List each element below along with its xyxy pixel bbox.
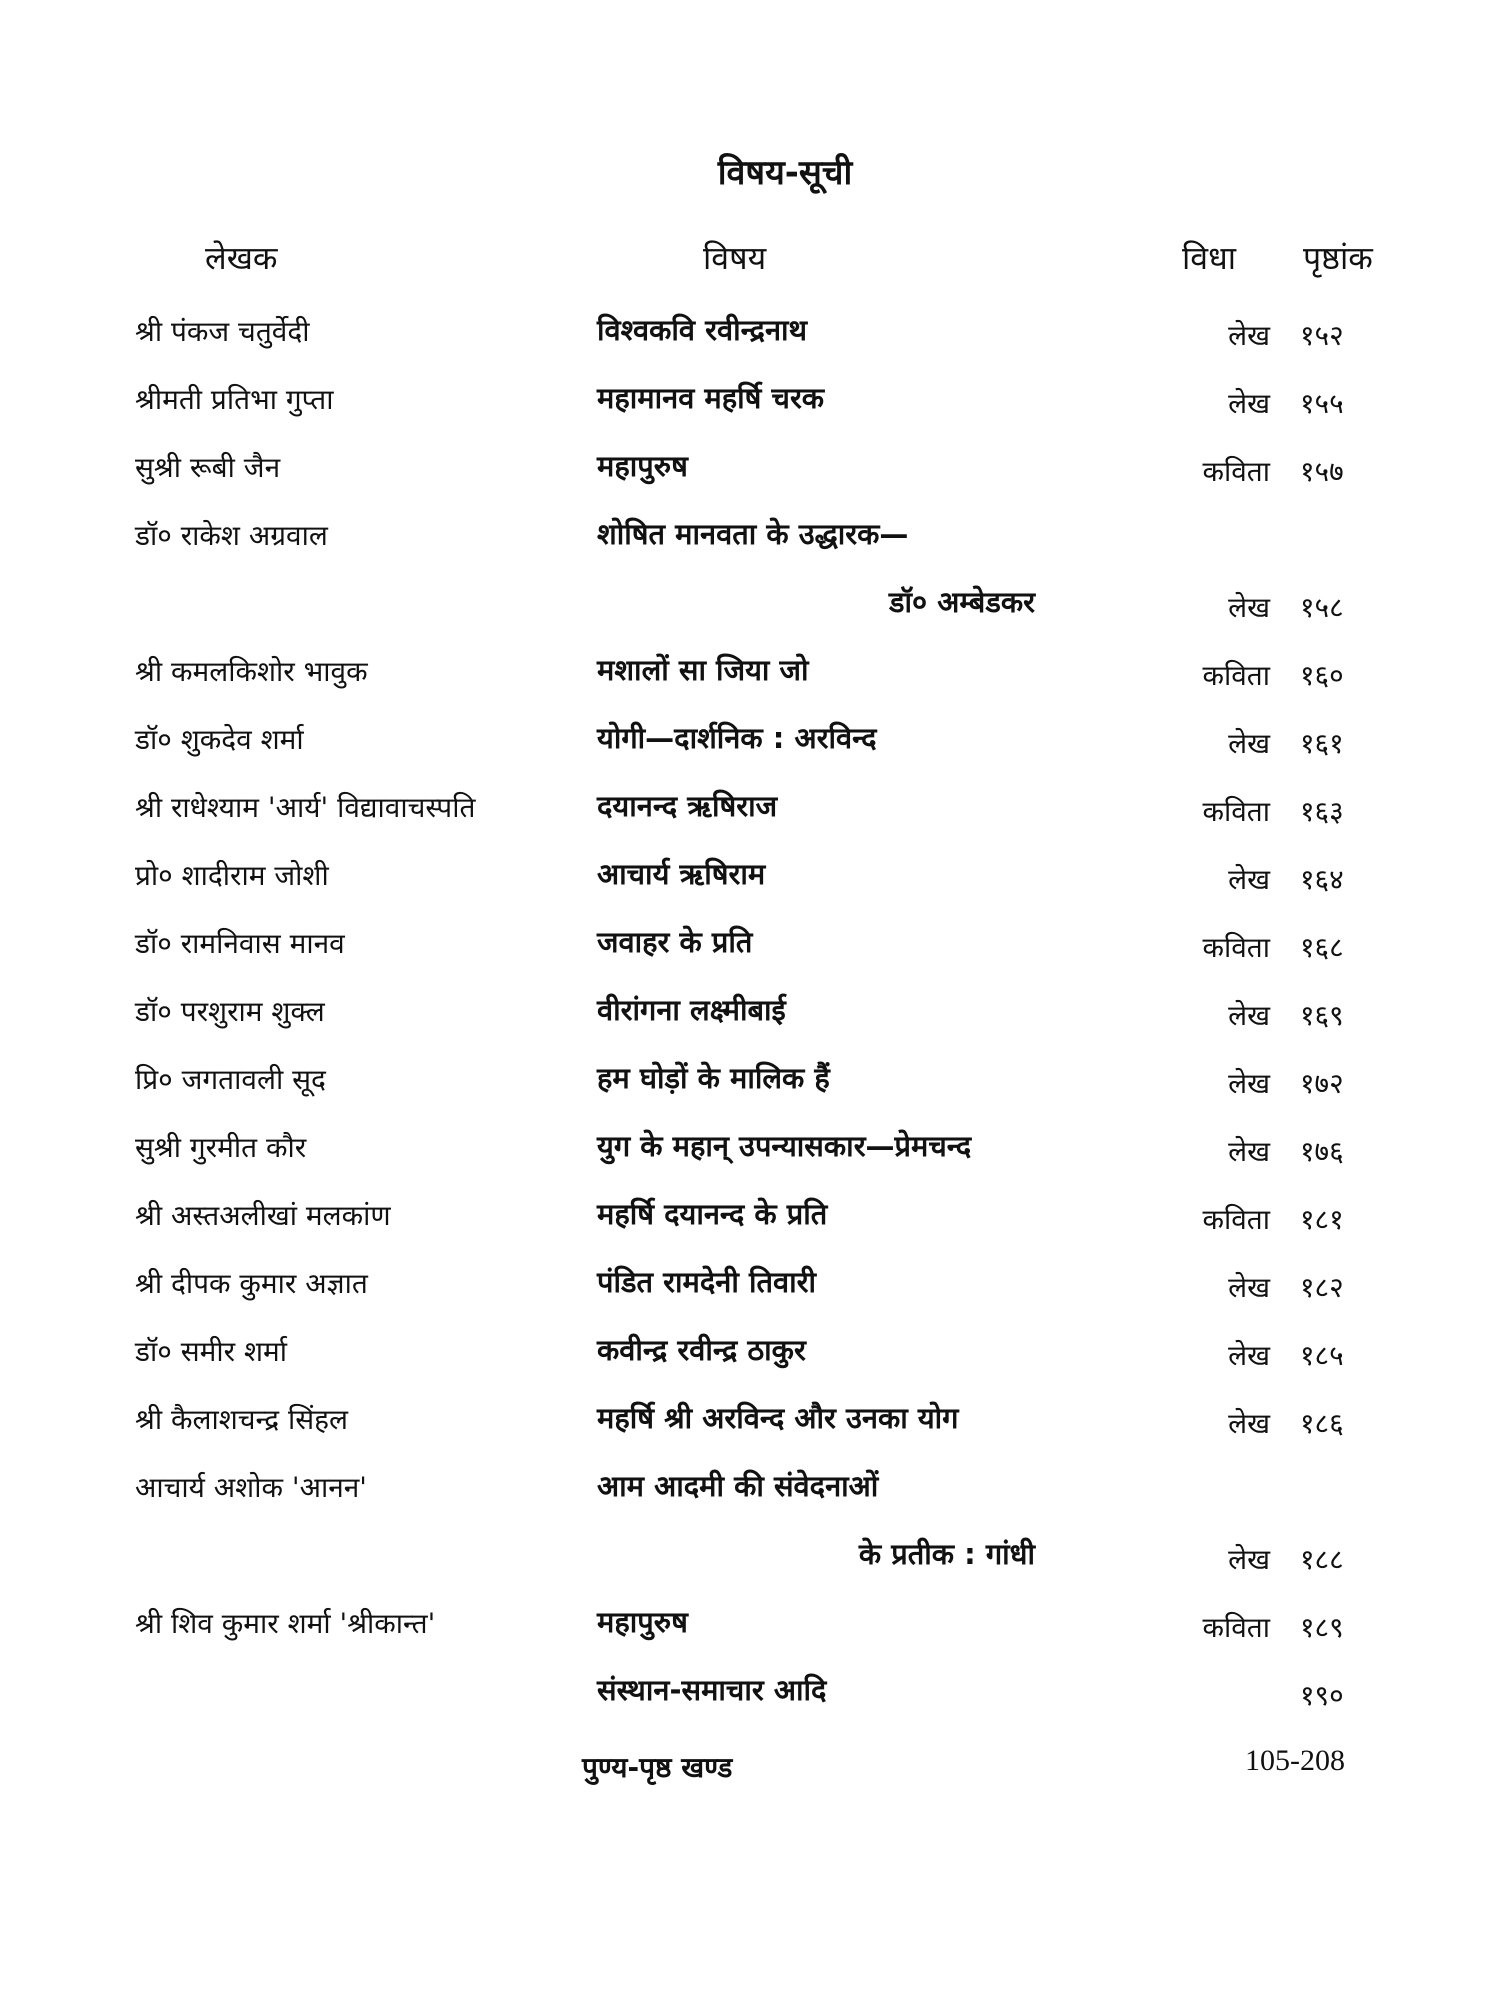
toc-genre: कविता [1202,931,1270,964]
toc-row [0,786,1500,854]
toc-row [0,446,1500,514]
toc-topic: महापुरुष [597,1605,688,1639]
toc-topic: संस्थान-समाचार आदि [597,1673,827,1707]
toc-row [0,650,1500,718]
toc-page-number: १८१ [1300,1203,1344,1236]
toc-topic: विश्वकवि रवीन्द्रनाथ [597,313,808,347]
toc-rows [0,310,1500,1738]
toc-genre: लेख [1228,1543,1270,1576]
toc-row [0,378,1500,446]
toc-page-number: १८९ [1300,1611,1344,1644]
toc-genre: लेख [1228,1407,1270,1440]
footer-page-range: 105-208 [1245,1744,1345,1777]
toc-page-number: १८२ [1300,1271,1344,1304]
toc-author: श्री शिव कुमार शर्मा 'श्रीकान्त' [135,1607,436,1640]
toc-topic: आम आदमी की संवेदनाओं [597,1469,879,1503]
toc-page-number: १७६ [1300,1135,1344,1168]
toc-topic: वीरांगना लक्ष्मीबाई [597,993,786,1027]
toc-genre: लेख [1228,863,1270,896]
toc-genre: लेख [1228,387,1270,420]
toc-page-number: १६१ [1300,727,1344,760]
toc-author: आचार्य अशोक 'आनन' [135,1471,367,1504]
toc-author: श्री राधेश्याम 'आर्य' विद्यावाचस्पति [135,791,476,824]
toc-topic: आचार्य ऋषिराम [597,857,766,891]
toc-author: श्री कैलाशचन्द्र सिंहल [135,1403,348,1436]
toc-row [0,922,1500,990]
toc-author: सुश्री गुरमीत कौर [135,1131,307,1164]
header-genre: विधा [1182,239,1237,277]
toc-topic: महामानव महर्षि चरक [597,381,825,415]
toc-row [0,1670,1500,1738]
toc-author: श्री दीपक कुमार अज्ञात [135,1267,368,1300]
toc-page-number: १९० [1300,1679,1344,1712]
footer-section-label: पुण्य-पृष्ठ खण्ड [582,1751,733,1784]
toc-author: प्रो० शादीराम जोशी [135,859,329,892]
toc-row [0,718,1500,786]
toc-page-number: १८८ [1300,1543,1344,1576]
toc-row [0,310,1500,378]
toc-author: प्रि० जगतावली सूद [135,1063,326,1096]
toc-topic: शोषित मानवता के उद्धारक— [597,517,909,551]
toc-genre: कविता [1202,1203,1270,1236]
header-author: लेखक [205,239,278,277]
toc-genre: लेख [1228,1271,1270,1304]
toc-author: डॉ० राकेश अग्रवाल [135,519,328,552]
toc-topic: महर्षि श्री अरविन्द और उनका योग [597,1401,959,1435]
toc-row [0,1466,1500,1602]
toc-row [0,1398,1500,1466]
toc-page-number: १७२ [1300,1067,1344,1100]
toc-row [0,1194,1500,1262]
toc-genre: कविता [1202,795,1270,828]
toc-genre: लेख [1228,1135,1270,1168]
toc-page-number: १६९ [1300,999,1344,1032]
toc-topic: युग के महान् उपन्यासकार—प्रेमचन्द [597,1129,972,1163]
toc-page-number: १५५ [1300,387,1344,420]
toc-row [0,514,1500,650]
toc-topic-continuation: के प्रतीक : गांधी [858,1537,1035,1571]
page-title: विषय-सूची [717,153,853,193]
toc-author: डॉ० शुकदेव शर्मा [135,723,304,756]
toc-row [0,1126,1500,1194]
toc-author: डॉ० रामनिवास मानव [135,927,345,960]
toc-genre: लेख [1228,999,1270,1032]
toc-genre: कविता [1202,659,1270,692]
toc-genre: लेख [1228,727,1270,760]
toc-row [0,854,1500,922]
toc-topic: महापुरुष [597,449,688,483]
toc-topic: योगी—दार्शनिक : अरविन्द [597,721,877,755]
toc-topic: मशालों सा जिया जो [597,653,809,687]
toc-author: श्रीमती प्रतिभा गुप्ता [135,383,334,416]
toc-topic: पंडित रामदेनी तिवारी [597,1265,816,1299]
toc-genre: लेख [1228,319,1270,352]
toc-author: श्री अस्तअलीखां मलकांण [135,1199,391,1232]
toc-topic-continuation: डॉ० अम्बेडकर [889,585,1035,619]
toc-page-number: १८५ [1300,1339,1344,1372]
toc-page-number: १६० [1300,659,1344,692]
toc-author: सुश्री रूबी जैन [135,451,281,484]
toc-author: डॉ० समीर शर्मा [135,1335,288,1368]
toc-page-number: १६३ [1300,795,1344,828]
toc-row [0,990,1500,1058]
toc-topic: जवाहर के प्रति [597,925,753,959]
toc-genre: लेख [1228,1067,1270,1100]
toc-genre: कविता [1202,1611,1270,1644]
header-topic: विषय [703,239,767,277]
toc-author: श्री कमलकिशोर भावुक [135,655,368,688]
toc-page-number: १५७ [1300,455,1344,488]
toc-page-number: १६४ [1300,863,1344,896]
toc-topic: हम घोड़ों के मालिक हैं [597,1061,830,1095]
toc-topic: दयानन्द ऋषिराज [597,789,778,823]
toc-author: श्री पंकज चतुर्वेदी [135,315,310,348]
header-page: पृष्ठांक [1303,239,1373,277]
toc-page-number: १५८ [1300,591,1344,624]
toc-row [0,1330,1500,1398]
toc-page-number: १५२ [1300,319,1344,352]
toc-topic: महर्षि दयानन्द के प्रति [597,1197,828,1231]
toc-page-number: १८६ [1300,1407,1344,1440]
toc-author: डॉ० परशुराम शुक्ल [135,995,325,1028]
toc-genre: लेख [1228,591,1270,624]
toc-genre: लेख [1228,1339,1270,1372]
toc-genre: कविता [1202,455,1270,488]
toc-row [0,1058,1500,1126]
toc-topic: कवीन्द्र रवीन्द्र ठाकुर [597,1333,806,1367]
toc-row [0,1602,1500,1670]
toc-page-number: १६८ [1300,931,1344,964]
toc-row [0,1262,1500,1330]
